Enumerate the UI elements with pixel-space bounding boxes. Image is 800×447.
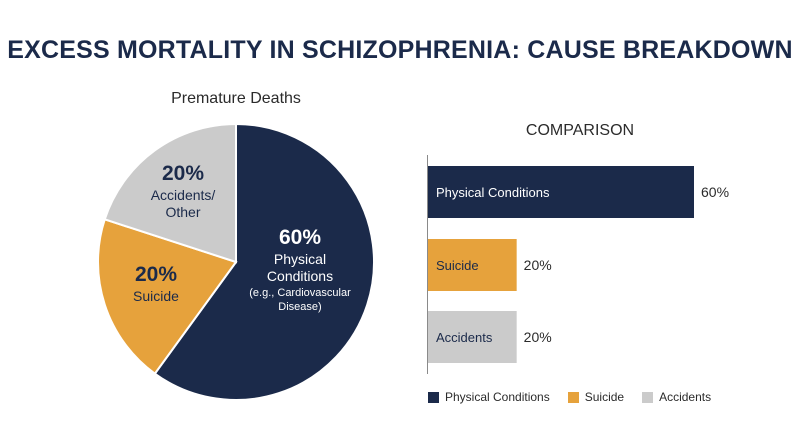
pie-slice-label-2-0: Accidents/ bbox=[150, 187, 216, 203]
pie-chart-title: Premature Deaths bbox=[171, 90, 301, 107]
legend-swatch-accidents bbox=[642, 392, 653, 403]
legend-swatch-suicide bbox=[568, 392, 579, 403]
bar-value-label-1: 20% bbox=[523, 257, 552, 273]
pie-slice-label-1-0: Suicide bbox=[133, 288, 179, 304]
legend-label-accidents: Accidents bbox=[659, 390, 712, 404]
bar-legend bbox=[428, 390, 729, 404]
pie-slice-sublabel-0-0: (e.g., Cardiovascular bbox=[249, 287, 351, 299]
legend-label-suicide: Suicide bbox=[584, 390, 625, 404]
bar-category-label-2: Accidents bbox=[436, 330, 493, 345]
bar-value-label-0: 60% bbox=[701, 184, 730, 200]
bar-value-label-2: 20% bbox=[523, 329, 552, 345]
pie-value-label-0: 60% bbox=[278, 226, 322, 249]
legend-item-suicide bbox=[568, 390, 624, 404]
pie-slice-sublabel-0-1: Disease) bbox=[278, 301, 322, 313]
legend-item-accidents bbox=[642, 390, 711, 404]
bar-chart-title: COMPARISON bbox=[525, 122, 635, 139]
bar-category-label-0: Physical Conditions bbox=[436, 185, 550, 200]
legend-label-physical: Physical Conditions bbox=[445, 390, 550, 404]
pie-slice-label-2-1: Other bbox=[165, 204, 201, 220]
pie-slice-label-0-1: Conditions bbox=[266, 268, 334, 284]
chart-title: EXCESS MORTALITY IN SCHIZOPHRENIA: CAUSE BREAKDOWN bbox=[7, 36, 793, 64]
pie-value-label-2: 20% bbox=[161, 162, 205, 185]
pie-value-label-1: 20% bbox=[134, 263, 178, 286]
legend-swatch-physical bbox=[428, 392, 439, 403]
legend-item-physical bbox=[428, 390, 550, 404]
pie-slice-label-0-0: Physical bbox=[273, 251, 327, 267]
bar-category-label-1: Suicide bbox=[436, 258, 479, 273]
